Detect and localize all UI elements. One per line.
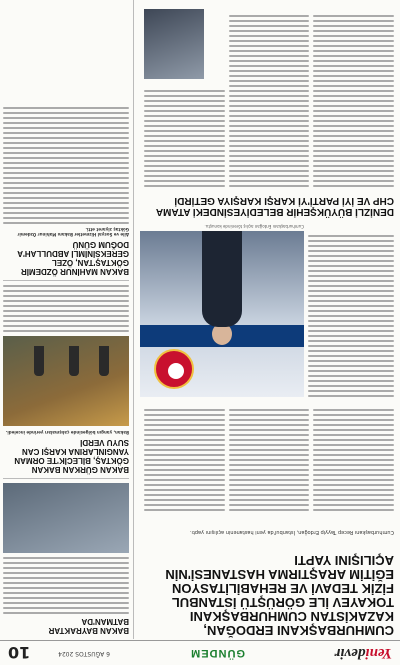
story3-headline: BAKAN BAYRAKTAR BATMAN'DA xyxy=(48,617,129,635)
story3-photo xyxy=(3,483,129,553)
story1-body xyxy=(3,107,129,224)
right-news-column xyxy=(0,0,134,639)
main-body-text xyxy=(144,401,394,511)
presidential-seal-icon xyxy=(154,349,194,389)
story1-headline: BAKAN MAHİNUR ÖZDEMİR GÖKTAŞ'TAN, ÖZEL GEREKSİNİMLİ ABDULLAH'A DOĞUM GÜNÜ xyxy=(17,240,129,276)
logo-right-text: devir xyxy=(334,645,366,661)
story2-lead: Bakan, yangın bölgesinde çalışmaları yerinde inceledi. xyxy=(5,430,129,435)
figure xyxy=(69,346,79,376)
newspaper-logo xyxy=(335,644,393,661)
issue-date: 6 AĞUSTOS 2024 xyxy=(58,650,110,657)
story2-headline: BAKAN GÜRKAN BAKAN GÖKTAŞ, BİLECİK'TE ORMAN YANGINLARINA KARŞI CAN SUYU VERDİ xyxy=(14,438,129,474)
section-title: GÜNDEM xyxy=(190,647,245,659)
story1-lead: Aile ve Sosyal Hizmetler Bakanı Mahinur Özdemir Göktaş ziyaret etti. xyxy=(17,227,129,237)
main-side-text xyxy=(308,227,394,397)
divider xyxy=(3,280,129,281)
body-column xyxy=(313,7,394,187)
main-lead: Cumhurbaşkanı Recep Tayyip Erdoğan, İstanbul'da yeni hastanenin açılışını yaptı. xyxy=(189,529,394,535)
masthead xyxy=(0,640,400,665)
main-story-area xyxy=(138,0,400,639)
body-column xyxy=(313,401,394,511)
figure xyxy=(34,346,44,376)
body-column xyxy=(144,401,225,511)
photo-caption: Cumhurbaşkanı Erdoğan açılış töreninde konuştu. xyxy=(204,224,304,229)
sub-headline: DENİZLİ BÜYÜKŞEHİR BELEDİYESİNDEKİ ATAMA CHP VE İYİ PARTİ'Yİ KARŞI KARŞIYA GETİRDİ xyxy=(156,195,394,217)
divider xyxy=(3,478,129,479)
figure xyxy=(99,346,109,376)
page-number: 10 xyxy=(8,643,31,662)
story2-body xyxy=(3,285,129,332)
speaker-figure xyxy=(202,231,242,327)
body-column xyxy=(229,401,310,511)
logo-left-text: Yeni xyxy=(365,645,392,661)
main-photo xyxy=(140,231,304,397)
story2-photo xyxy=(3,336,129,426)
story3-body xyxy=(3,557,129,614)
sub-story-photo xyxy=(144,9,204,79)
main-headline: CUMHURBAŞKANI ERDOĞAN, KAZAKİSTAN CUMHURBAŞKANI TOKAYEV İLE GÖRÜŞTÜ İSTANBUL FİZİK TEDAVİ VE REHABİLİTASYON EĞİTİM ARAŞTIRMA HASTANESİ'NİN AÇILIŞINI YAPTI xyxy=(165,553,394,638)
body-column xyxy=(229,7,310,187)
